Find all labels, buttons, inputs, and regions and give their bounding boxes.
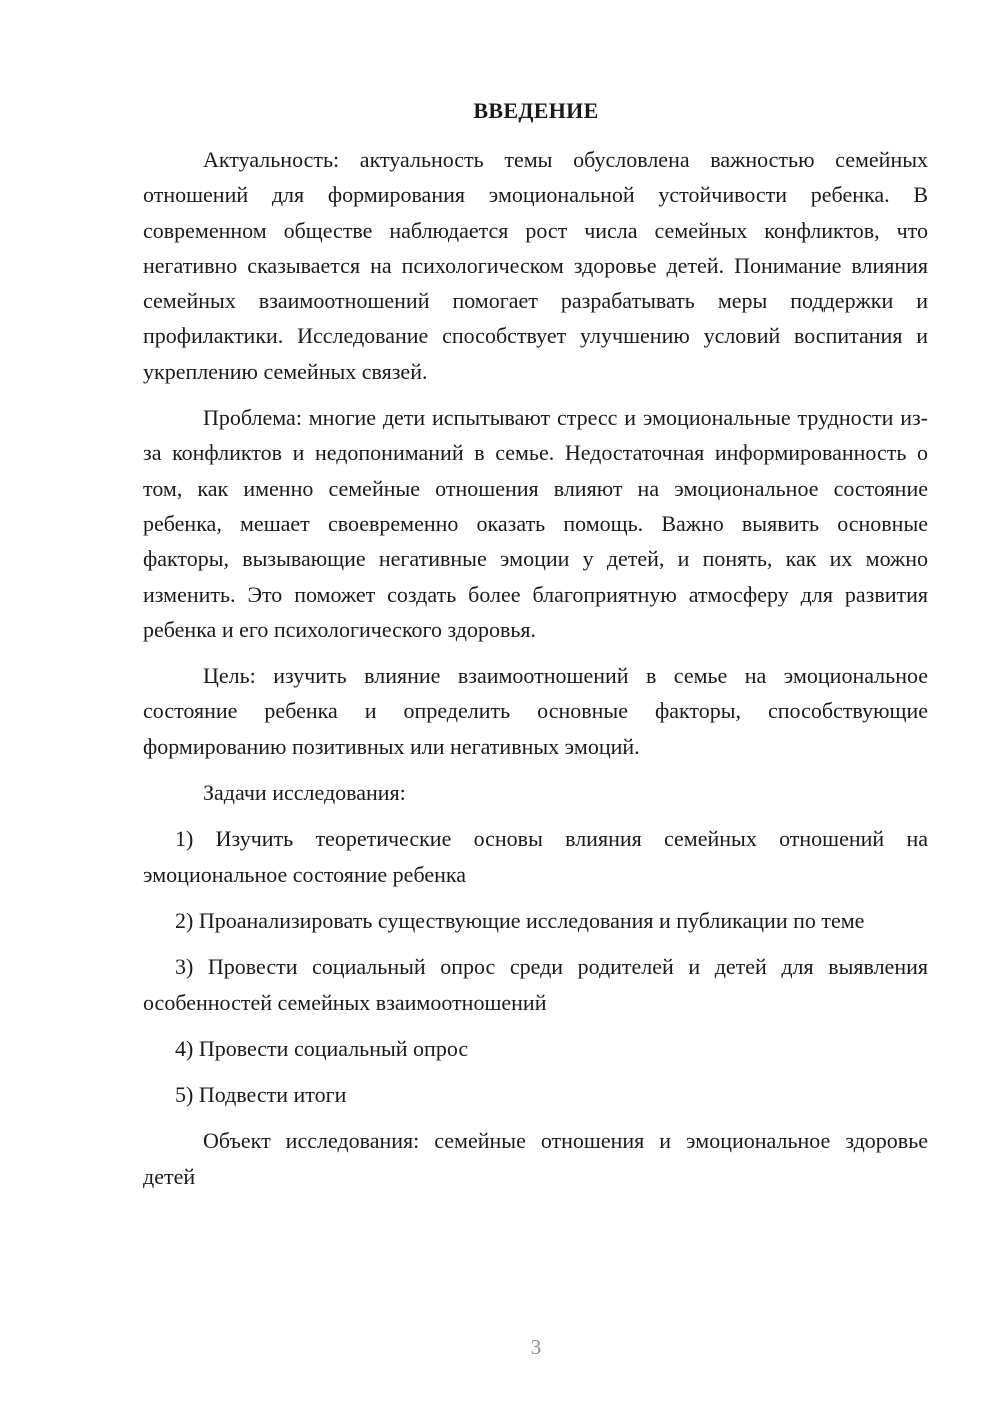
page-title: ВВЕДЕНИЕ bbox=[473, 98, 599, 123]
paragraph-problem: Проблема: многие дети испытывают стресс и эмоциональные трудности из-за конфликтов и недопониманий в семье. Недостаточная информированность о том, как именно семейные отношения влияют на эмоциональное состояние ребенка, мешает своевременно оказать помощь. Важно выявить основные факторы, вызывающие негативные эмоции у детей, и понять, как их можно изменить. Это поможет создать более благоприятную атмосферу для развития ребенка и его психологического здоровья. bbox=[143, 405, 928, 642]
task-item-2: 2) Проанализировать существующие исследования и публикации по теме bbox=[175, 907, 865, 933]
document-body bbox=[143, 142, 928, 1205]
task-item-3: 3) Провести социальный опрос среди родителей и детей для выявления особенностей семейных взаимоотношений bbox=[143, 954, 928, 1015]
page-number: 3 bbox=[530, 1335, 542, 1359]
task-item-5: 5) Подвести итоги bbox=[175, 1082, 347, 1108]
paragraph-object: Объект исследования: семейные отношения и эмоциональное здоровье детей bbox=[143, 1128, 928, 1189]
paragraph-relevance: Актуальность: актуальность темы обусловлена важностью семейных отношений для формирования эмоциональной устойчивости ребенка. В современном обществе наблюдается рост числа семейных конфликтов, что негативно сказывается на психологическом здоровье детей. Понимание влияния семейных взаимоотношений помогает разрабатывать меры поддержки и профилактики. Исследование способствует улучшению условий воспитания и укреплению семейных связей. bbox=[143, 147, 928, 384]
task-item-4: 4) Провести социальный опрос bbox=[175, 1035, 469, 1061]
tasks-heading: Задачи исследования: bbox=[203, 780, 406, 806]
task-item-1: 1) Изучить теоретические основы влияния семейных отношений на эмоциональное состояние ребенка bbox=[143, 826, 928, 887]
paragraph-goal: Цель: изучить влияние взаимоотношений в семье на эмоциональное состояние ребенка и определить основные факторы, способствующие формированию позитивных или негативных эмоций. bbox=[143, 663, 928, 759]
